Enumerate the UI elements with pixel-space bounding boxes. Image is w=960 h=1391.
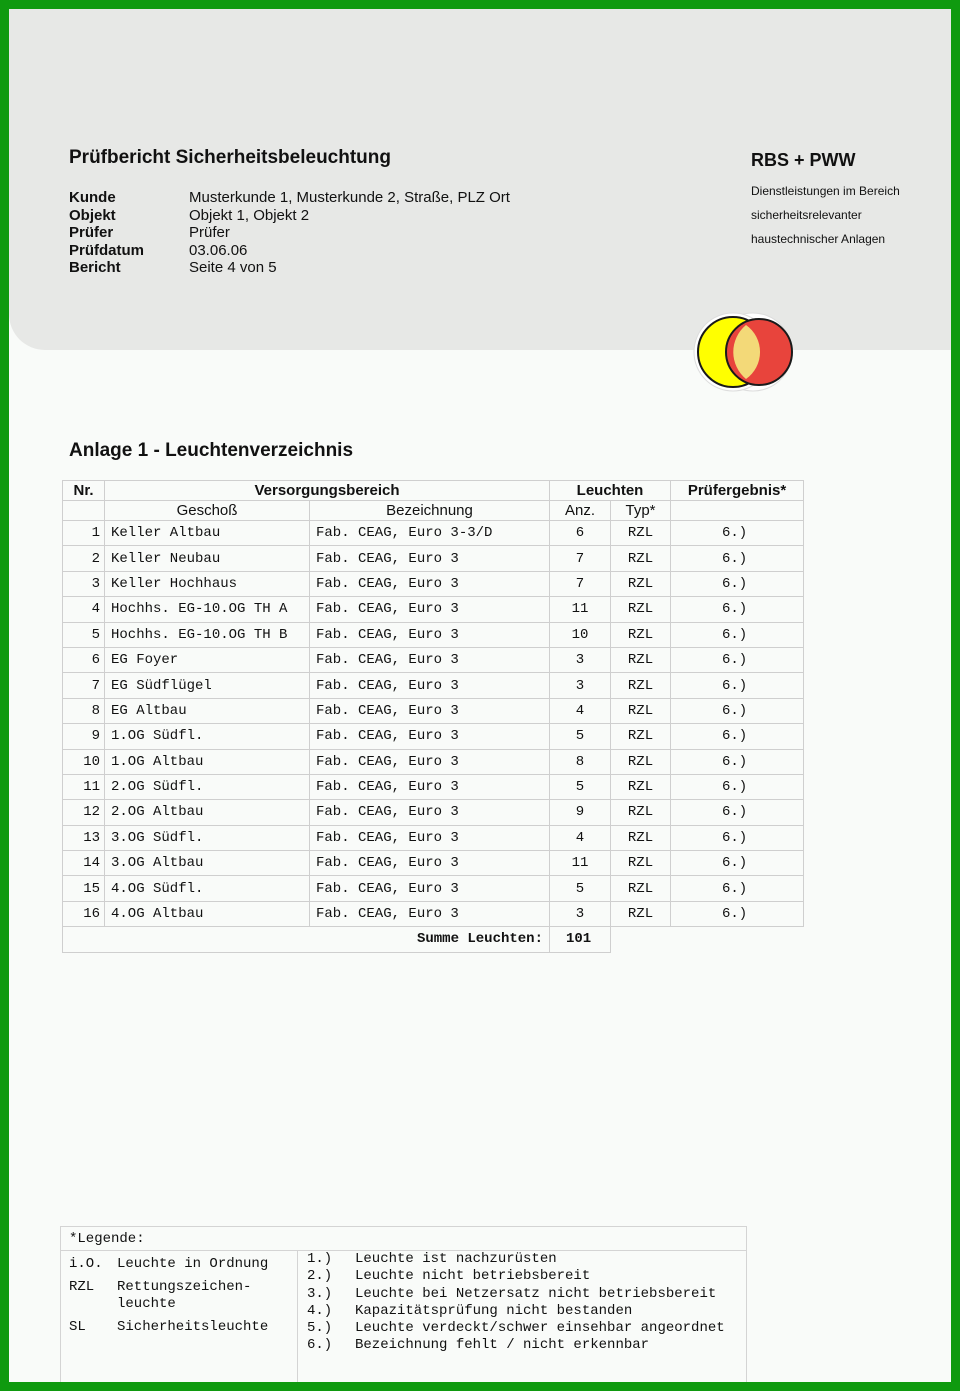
cell-nr: 15: [63, 876, 105, 901]
legend-type-abbr: RZL: [69, 1279, 95, 1295]
legend-result-item: [307, 1320, 737, 1337]
cell-name: Fab. CEAG, Euro 3: [310, 673, 550, 698]
cell-floor: EG Altbau: [105, 698, 310, 723]
cell-count: 10: [550, 622, 611, 647]
table-row: [63, 876, 804, 901]
cell-type: RZL: [611, 521, 671, 546]
meta-value: Objekt 1, Objekt 2: [189, 206, 310, 224]
legend-result-item: [307, 1337, 737, 1354]
report-meta: [69, 189, 510, 277]
cell-floor: EG Foyer: [105, 647, 310, 672]
cell-floor: EG Südflügel: [105, 673, 310, 698]
sub-header-row: [63, 501, 804, 521]
cell-name: Fab. CEAG, Euro 3: [310, 571, 550, 596]
col-header-name: Bezeichnung: [310, 501, 550, 521]
meta-value: Seite 4 von 5: [189, 259, 277, 276]
cell-type: RZL: [611, 571, 671, 596]
cell-nr: 5: [63, 622, 105, 647]
legend-result-item: [307, 1286, 737, 1303]
table-row: [63, 800, 804, 825]
meta-row-pruefer: [69, 224, 510, 242]
company-tagline: Dienstleistungen im Bereich: [751, 184, 900, 198]
cell-name: Fab. CEAG, Euro 3: [310, 647, 550, 672]
cell-name: Fab. CEAG, Euro 3: [310, 622, 550, 647]
cell-type: RZL: [611, 876, 671, 901]
cell-count: 4: [550, 698, 611, 723]
sum-label: Summe Leuchten:: [63, 927, 550, 952]
legend-title: *Legende:: [69, 1231, 145, 1247]
cell-result: 6.): [671, 800, 804, 825]
legend-box: [60, 1226, 747, 1391]
cell-name: Fab. CEAG, Euro 3: [310, 774, 550, 799]
meta-row-bericht: [69, 259, 510, 277]
cell-count: 11: [550, 851, 611, 876]
cell-floor: 4.OG Südfl.: [105, 876, 310, 901]
table-row: [63, 673, 804, 698]
legend-type-item: [69, 1319, 295, 1336]
legend-result-text: Bezeichnung fehlt / nicht erkennbar: [355, 1337, 650, 1354]
legend-results: [307, 1251, 737, 1355]
cell-name: Fab. CEAG, Euro 3: [310, 901, 550, 926]
meta-value: 03.06.06: [189, 241, 248, 259]
cell-type: RZL: [611, 825, 671, 850]
cell-result: 6.): [671, 571, 804, 596]
table-row: [63, 597, 804, 622]
cell-floor: 1.OG Südfl.: [105, 724, 310, 749]
cell-type: RZL: [611, 724, 671, 749]
cell-floor: Keller Hochhaus: [105, 571, 310, 596]
cell-type: RZL: [611, 546, 671, 571]
cell-type: RZL: [611, 901, 671, 926]
cell-name: Fab. CEAG, Euro 3: [310, 698, 550, 723]
table-row: [63, 825, 804, 850]
meta-key: Prüfdatum: [69, 241, 144, 259]
company-tagline: haustechnischer Anlagen: [751, 232, 886, 246]
meta-value: Musterkunde 1, Musterkunde 2, Straße, PLZ Ort: [189, 189, 510, 206]
cell-type: RZL: [611, 673, 671, 698]
legend-result-text: Leuchte bei Netzersatz nicht betriebsbereit: [355, 1285, 717, 1302]
cell-floor: 3.OG Südfl.: [105, 825, 310, 850]
cell-nr: 1: [63, 521, 105, 546]
group-header-row: [63, 481, 804, 501]
cell-type: RZL: [611, 698, 671, 723]
cell-type: RZL: [611, 800, 671, 825]
sum-row-blank: [671, 927, 804, 952]
cell-type: RZL: [611, 774, 671, 799]
cell-result: 6.): [671, 825, 804, 850]
cell-type: RZL: [611, 597, 671, 622]
cell-floor: 2.OG Südfl.: [105, 774, 310, 799]
meta-key: Objekt: [69, 206, 116, 224]
legend-type-item: [69, 1256, 295, 1273]
col-header-result: Prüfergebnis*: [671, 481, 804, 501]
col-header-count: Anz.: [550, 501, 611, 521]
table-row: [63, 901, 804, 926]
legend-type-text: Leuchte in Ordnung: [117, 1256, 269, 1272]
cell-result: 6.): [671, 521, 804, 546]
table-row: [63, 571, 804, 596]
cell-result: 6.): [671, 851, 804, 876]
company-logo-circles: [693, 311, 799, 393]
cell-nr: 12: [63, 800, 105, 825]
cell-floor: Hochhs. EG-10.OG TH A: [105, 597, 310, 622]
legend-result-text: Kapazitätsprüfung nicht bestanden: [355, 1302, 633, 1319]
legend-result-item: [307, 1268, 737, 1285]
cell-type: RZL: [611, 749, 671, 774]
cell-type: RZL: [611, 851, 671, 876]
cell-name: Fab. CEAG, Euro 3: [310, 749, 550, 774]
company-name: RBS + PWW: [751, 150, 856, 170]
cell-count: 11: [550, 597, 611, 622]
cell-result: 6.): [671, 774, 804, 799]
cell-nr: 9: [63, 724, 105, 749]
meta-key: Bericht: [69, 259, 121, 276]
company-tagline: sicherheitsrelevanter: [751, 208, 862, 222]
cell-count: 9: [550, 800, 611, 825]
table-row: [63, 622, 804, 647]
cell-floor: 4.OG Altbau: [105, 901, 310, 926]
sum-row-blank: [611, 927, 671, 952]
meta-key: Kunde: [69, 189, 116, 206]
table-row: [63, 749, 804, 774]
cell-name: Fab. CEAG, Euro 3: [310, 597, 550, 622]
cell-count: 5: [550, 876, 611, 901]
cell-result: 6.): [671, 647, 804, 672]
meta-key: Prüfer: [69, 224, 114, 241]
cell-nr: 14: [63, 851, 105, 876]
sum-row: [63, 927, 804, 952]
table-row: [63, 698, 804, 723]
cell-floor: Keller Neubau: [105, 546, 310, 571]
cell-count: 3: [550, 647, 611, 672]
table-row: [63, 774, 804, 799]
cell-floor: Hochhs. EG-10.OG TH B: [105, 622, 310, 647]
legend-type-item: [69, 1279, 295, 1313]
legend-type-abbr: SL: [69, 1319, 86, 1335]
legend-result-num: 3.): [307, 1285, 333, 1302]
cell-name: Fab. CEAG, Euro 3: [310, 546, 550, 571]
legend-result-num: 4.): [307, 1302, 333, 1319]
cell-name: Fab. CEAG, Euro 3: [310, 825, 550, 850]
cell-result: 6.): [671, 597, 804, 622]
meta-row-kunde: [69, 189, 510, 207]
section-title: Anlage 1 - Leuchtenverzeichnis: [69, 440, 354, 461]
cell-count: 7: [550, 571, 611, 596]
cell-result: 6.): [671, 673, 804, 698]
cell-count: 5: [550, 724, 611, 749]
legend-type-abbr: i.O.: [69, 1256, 103, 1272]
col-header-area: Versorgungsbereich: [105, 481, 550, 501]
cell-result: 6.): [671, 901, 804, 926]
cell-count: 8: [550, 749, 611, 774]
legend-result-item: [307, 1303, 737, 1320]
meta-value: Prüfer: [189, 224, 230, 241]
cell-result: 6.): [671, 546, 804, 571]
table-row: [63, 521, 804, 546]
cell-nr: 13: [63, 825, 105, 850]
legend-result-num: 5.): [307, 1320, 333, 1337]
cell-count: 3: [550, 901, 611, 926]
legend-result-num: 2.): [307, 1268, 333, 1285]
legend-result-text: Leuchte ist nachzurüsten: [355, 1251, 557, 1267]
col-header-lights: Leuchten: [550, 481, 671, 501]
table-row: [63, 724, 804, 749]
cell-name: Fab. CEAG, Euro 3-3/D: [310, 521, 550, 546]
cell-count: 4: [550, 825, 611, 850]
cell-name: Fab. CEAG, Euro 3: [310, 800, 550, 825]
cell-name: Fab. CEAG, Euro 3: [310, 876, 550, 901]
sum-value: 101: [550, 927, 611, 952]
table-row: [63, 647, 804, 672]
legend-result-num: 6.): [307, 1337, 333, 1354]
cell-result: 6.): [671, 749, 804, 774]
cell-result: 6.): [671, 724, 804, 749]
col-header-empty: [671, 501, 804, 521]
cell-nr: 6: [63, 647, 105, 672]
legend-type-text: Sicherheitsleuchte: [117, 1319, 269, 1335]
cell-nr: 2: [63, 546, 105, 571]
col-header-empty: [63, 501, 105, 521]
cell-nr: 11: [63, 774, 105, 799]
cell-nr: 8: [63, 698, 105, 723]
legend-type-text: Rettungszeichen- leuchte: [117, 1279, 252, 1312]
cell-name: Fab. CEAG, Euro 3: [310, 724, 550, 749]
cell-result: 6.): [671, 622, 804, 647]
cell-floor: Keller Altbau: [105, 521, 310, 546]
cell-nr: 3: [63, 571, 105, 596]
col-header-floor: Geschoß: [105, 501, 310, 521]
col-header-type: Typ*: [611, 501, 671, 521]
col-header-nr: Nr.: [63, 481, 105, 501]
cell-type: RZL: [611, 647, 671, 672]
cell-count: 6: [550, 521, 611, 546]
table-row: [63, 851, 804, 876]
cell-floor: 2.OG Altbau: [105, 800, 310, 825]
cell-floor: 1.OG Altbau: [105, 749, 310, 774]
legend-result-item: [307, 1251, 737, 1268]
document-title: Prüfbericht Sicherheitsbeleuchtung: [69, 147, 391, 168]
cell-nr: 7: [63, 673, 105, 698]
meta-row-objekt: [69, 207, 510, 225]
cell-count: 3: [550, 673, 611, 698]
cell-count: 7: [550, 546, 611, 571]
cell-nr: 10: [63, 749, 105, 774]
company-block: [751, 150, 900, 255]
cell-floor: 3.OG Altbau: [105, 851, 310, 876]
meta-row-pruefdatum: [69, 242, 510, 260]
cell-type: RZL: [611, 622, 671, 647]
legend-result-text: Leuchte nicht betriebsbereit: [355, 1268, 591, 1285]
cell-count: 5: [550, 774, 611, 799]
cell-result: 6.): [671, 876, 804, 901]
legend-types: [69, 1256, 295, 1342]
legend-result-num: 1.): [307, 1251, 333, 1267]
luminaire-table: [62, 480, 804, 953]
cell-name: Fab. CEAG, Euro 3: [310, 851, 550, 876]
cell-nr: 4: [63, 597, 105, 622]
table-row: [63, 546, 804, 571]
cell-result: 6.): [671, 698, 804, 723]
legend-column-divider: [297, 1250, 298, 1391]
cell-nr: 16: [63, 901, 105, 926]
legend-result-text: Leuchte verdeckt/schwer einsehbar angeordnet: [355, 1320, 725, 1337]
